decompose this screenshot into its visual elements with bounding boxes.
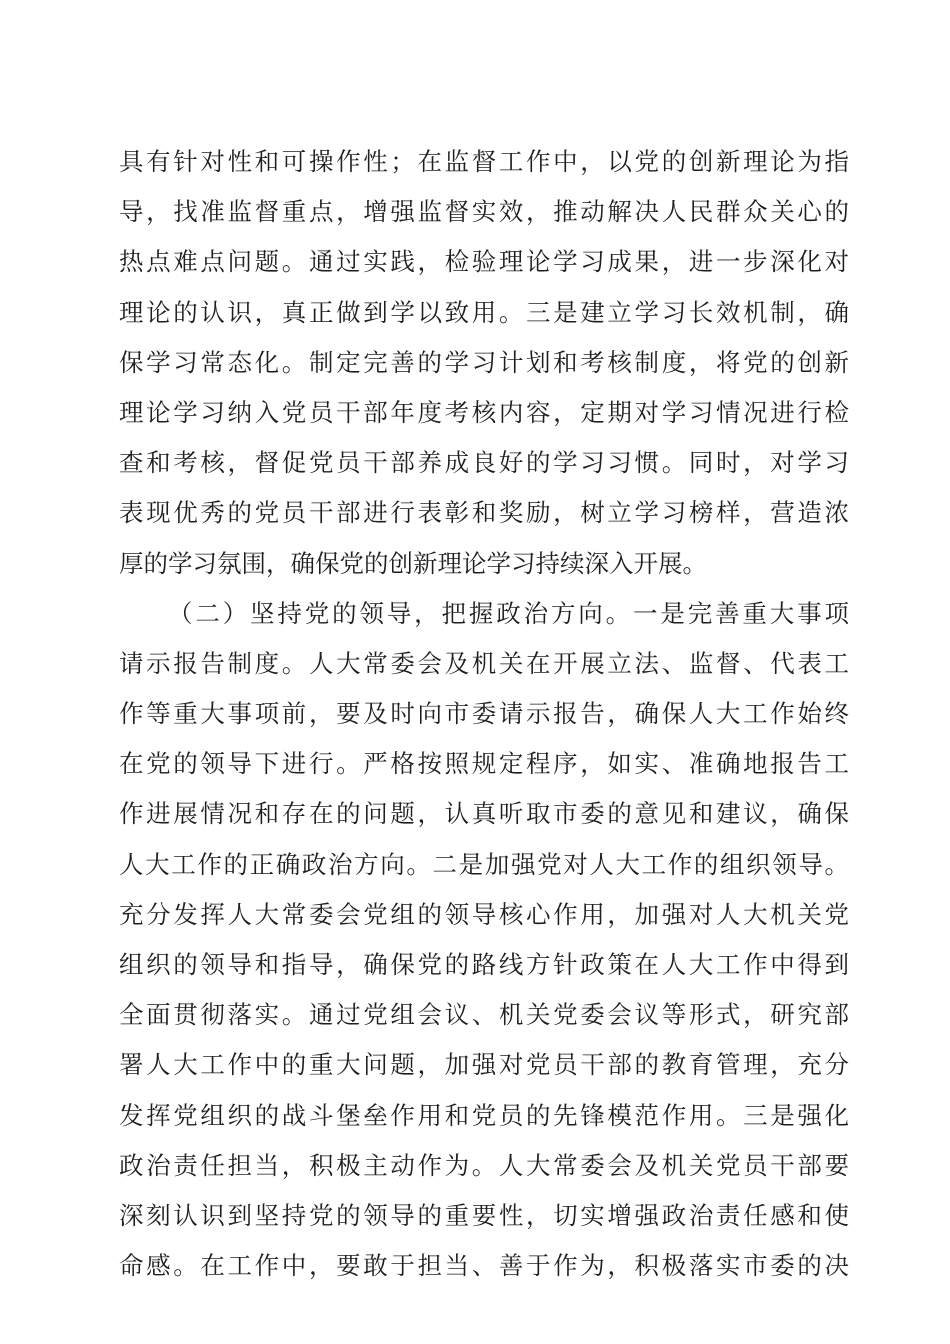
text-line: 在党的领导下进行。严格按照规定程序，如实、准确地报告工	[119, 749, 849, 779]
text-line: 人大工作的正确政治方向。二是加强党对人大工作的组织领导。	[119, 849, 849, 879]
text-line: 命感。在工作中，要敢于担当、善于作为，积极落实市委的决	[119, 1251, 849, 1281]
text-line: 发挥党组织的战斗堡垒作用和党员的先锋模范作用。三是强化	[119, 1100, 849, 1130]
paragraph-end-line: 厚的学习氛围，确保党的创新理论学习持续深入开展。	[119, 548, 707, 578]
text-line: 理论的认识，真正做到学以致用。三是建立学习长效机制，确	[119, 297, 849, 327]
text-line: 理论学习纳入党员干部年度考核内容，定期对学习情况进行检	[119, 397, 849, 427]
text-line: 全面贯彻落实。通过党组会议、机关党委会议等形式，研究部	[119, 1000, 849, 1030]
text-line: 表现优秀的党员干部进行表彰和奖励，树立学习榜样，营造浓	[119, 498, 849, 528]
text-line: 深刻认识到坚持党的领导的重要性，切实增强政治责任感和使	[119, 1200, 849, 1230]
text-line: 保学习常态化。制定完善的学习计划和考核制度，将党的创新	[119, 347, 849, 377]
text-line: 作等重大事项前，要及时向市委请示报告，确保人大工作始终	[119, 699, 849, 729]
text-line: 政治责任担当，积极主动作为。人大常委会及机关党员干部要	[119, 1150, 849, 1180]
section-heading-line: （二）坚持党的领导，把握政治方向。一是完善重大事项	[168, 598, 849, 628]
text-line: 请示报告制度。人大常委会及机关在开展立法、监督、代表工	[119, 648, 849, 678]
text-line: 充分发挥人大常委会党组的领导核心作用，加强对人大机关党	[119, 899, 849, 929]
text-line: 热点难点问题。通过实践，检验理论学习成果，进一步深化对	[119, 247, 849, 277]
text-line: 作进展情况和存在的问题，认真听取市委的意见和建议，确保	[119, 799, 849, 829]
text-line: 查和考核，督促党员干部养成良好的学习习惯。同时，对学习	[119, 448, 849, 478]
text-line: 导，找准监督重点，增强监督实效，推动解决人民群众关心的	[119, 197, 849, 227]
text-line: 署人大工作中的重大问题，加强对党员干部的教育管理，充分	[119, 1050, 849, 1080]
text-line: 组织的领导和指导，确保党的路线方针政策在人大工作中得到	[119, 950, 849, 979]
body-text	[119, 137, 849, 1291]
text-line: 具有针对性和可操作性；在监督工作中，以党的创新理论为指	[119, 147, 849, 176]
